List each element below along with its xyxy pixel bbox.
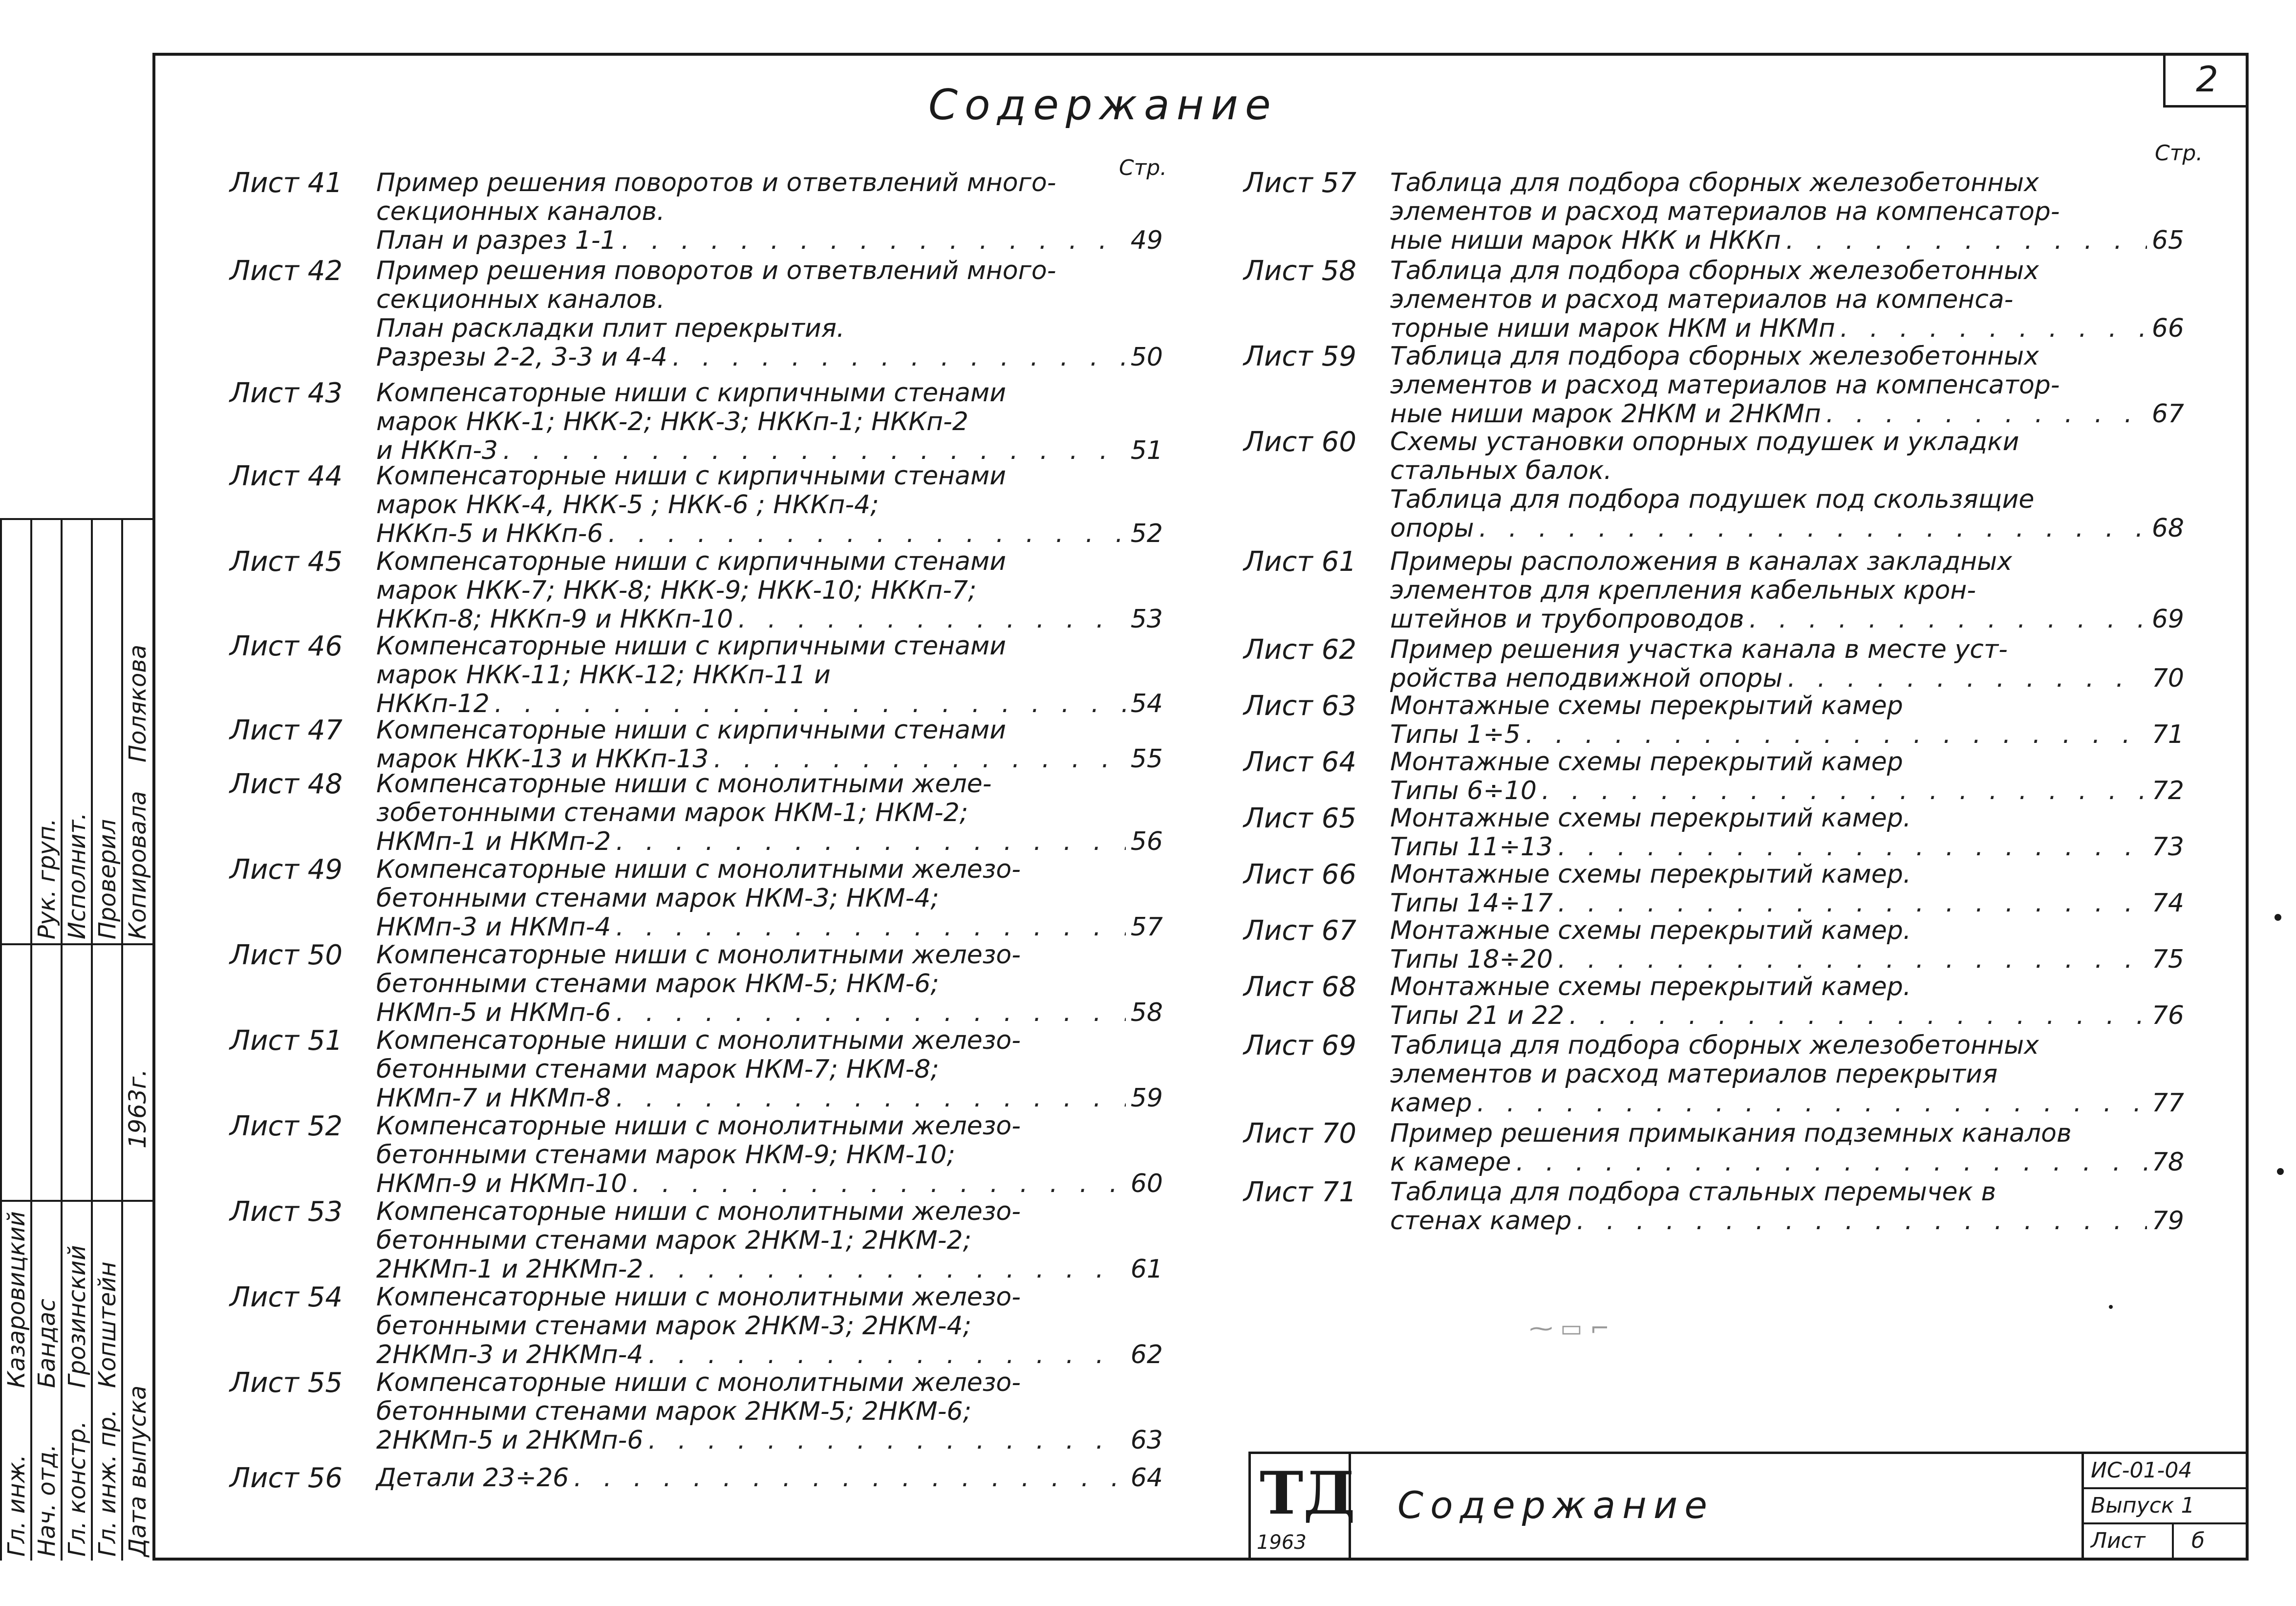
toc-entry-line: марок НКК-13 и НККп-13	[376, 744, 709, 774]
stamp-role-issue-date: Дата выпуска	[124, 1385, 151, 1557]
toc-entry-line: Компенсаторные ниши с монолитными железо-	[376, 855, 1021, 884]
toc-sheet-label: Лист 48	[230, 768, 343, 800]
toc-sheet-label: Лист 68	[1244, 971, 1356, 1003]
sheet-cell	[2084, 1524, 2249, 1561]
toc-entry-line: Монтажные схемы перекрытий камер	[1390, 692, 1903, 720]
toc-entry-line: марок НКК-1; НКК-2; НКК-3; НККп-1; НККп-2	[376, 408, 968, 436]
toc-entry-line: элементов и расход материалов перекрытия	[1390, 1060, 1998, 1089]
toc-page-number: 54	[1130, 689, 1163, 718]
sheet-label: Лист	[2091, 1528, 2146, 1553]
toc-entry-line: Монтажные схемы перекрытий камер.	[1390, 973, 1911, 1001]
toc-entry-line: ные ниши марок НКК и НККп	[1390, 226, 1781, 255]
toc-entry-line: Компенсаторные ниши с монолитными желе-	[376, 770, 992, 799]
toc-entry-line: Компенсаторные ниши с кирпичными стенами	[376, 716, 1007, 745]
toc-page-number: 49	[1130, 226, 1163, 255]
toc-entry-line: бетонными стенами марок НКМ-5; НКМ-6;	[376, 970, 939, 998]
stamp-role-chief-engineer: Гл. инж.	[3, 1454, 30, 1557]
stamp-role-project-engineer: Гл. инж. пр.	[94, 1409, 121, 1557]
toc-sheet-label: Лист 54	[230, 1281, 343, 1313]
toc-entry-line: элементов и расход материалов на компенса-	[1390, 285, 2014, 314]
toc-entry-line: секционных каналов.	[376, 285, 665, 314]
toc-entry-line: Таблица для подбора сборных железобетонных	[1390, 1031, 2039, 1060]
toc-sheet-label: Лист 41	[230, 167, 343, 199]
leader-dots	[611, 913, 1126, 942]
toc-page-number: 52	[1130, 519, 1163, 548]
toc-entry-line: элементов и расход материалов на компенсатор-	[1390, 371, 2060, 400]
leader-dots	[643, 1426, 1125, 1455]
toc-page-number: 72	[2151, 776, 2184, 805]
toc-entry-line: и НККп-3	[376, 436, 498, 465]
toc-entry-line: Компенсаторные ниши с кирпичными стенами	[376, 462, 1007, 491]
toc-entry-line: НКМп-9 и НКМп-10	[376, 1169, 627, 1198]
leader-dots	[1821, 400, 2147, 429]
leader-dots	[611, 998, 1126, 1027]
title-block	[1248, 1452, 2249, 1561]
leader-dots	[1564, 1001, 2146, 1030]
toc-page-number: 60	[1130, 1169, 1163, 1198]
toc-page-number: 59	[1130, 1084, 1163, 1113]
stamp-year: 1963г.	[124, 1069, 151, 1149]
series-code: ИС-01-04	[2084, 1454, 2249, 1489]
toc-entry-line: элементов и расход материалов на компенсатор-	[1390, 197, 2060, 226]
toc-entry-line: Компенсаторные ниши с монолитными железо-	[376, 941, 1021, 970]
toc-entry-line: Компенсаторные ниши с монолитными железо-	[376, 1368, 1021, 1397]
leader-dots	[617, 226, 1126, 255]
leader-dots	[1782, 664, 2146, 693]
leader-dots	[1744, 605, 2147, 634]
leader-dots	[1474, 514, 2147, 543]
leader-dots	[1553, 889, 2147, 918]
toc-page-number: 76	[2151, 1001, 2184, 1030]
toc-entry-line: Таблица для подбора стальных перемычек в	[1390, 1178, 1996, 1207]
toc-entry-line: Таблица для подбора сборных железобетонных	[1390, 342, 2039, 371]
leader-dots	[1553, 833, 2147, 862]
toc-page-number: 74	[2151, 889, 2184, 918]
leader-dots	[569, 1464, 1126, 1493]
toc-sheet-label: Лист 52	[230, 1110, 343, 1142]
toc-sheet-label: Лист 51	[230, 1025, 343, 1057]
toc-page-number: 73	[2151, 832, 2184, 862]
toc-sheet-label: Лист 61	[1244, 546, 1356, 578]
toc-page-number: 63	[1130, 1426, 1163, 1455]
toc-entry-line: ройства неподвижной опоры	[1390, 664, 1783, 693]
toc-entry-line: Компенсаторные ниши с кирпичными стенами	[376, 547, 1007, 576]
toc-page-number: 64	[1130, 1463, 1163, 1493]
toc-sheet-label: Лист 63	[1244, 690, 1356, 722]
faint-mark: ⁓ ▭ ⌐	[1529, 1315, 1610, 1342]
leader-dots	[643, 1255, 1125, 1284]
leader-dots	[1553, 945, 2147, 974]
toc-entry-line: Разрезы 2-2, 3-3 и 4-4	[376, 343, 667, 372]
sheet-number: б	[2191, 1528, 2205, 1553]
toc-entry-line: Компенсаторные ниши с монолитными железо-	[376, 1283, 1021, 1312]
toc-page-number: 50	[1130, 343, 1163, 372]
toc-sheet-label: Лист 47	[230, 715, 343, 746]
toc-entry-line: НКМп-1 и НКМп-2	[376, 827, 611, 856]
toc-entry-line: Пример решения поворотов и ответвлений много-	[376, 257, 1056, 285]
scan-speck	[2109, 1305, 2113, 1309]
stamp-role-chief-designer: Гл. констр.	[64, 1421, 91, 1557]
toc-sheet-label: Лист 53	[230, 1196, 343, 1228]
toc-sheet-label: Лист 46	[230, 630, 343, 662]
toc-entry-line: Компенсаторные ниши с монолитными железо-	[376, 1112, 1021, 1141]
toc-entry-line: Таблица для подбора сборных железобетонных	[1390, 257, 2039, 285]
toc-entry-line: бетонными стенами марок НКМ-7; НКМ-8;	[376, 1055, 939, 1084]
leader-dots	[627, 1170, 1125, 1198]
toc-entry-line: 2НКМп-1 и 2НКМп-2	[376, 1255, 644, 1284]
toc-entry-line: секционных каналов.	[376, 197, 665, 226]
toc-entry-line: марок НКК-7; НКК-8; НКК-9; НКК-10; НККп-7;	[376, 576, 977, 605]
toc-page-number: 55	[1130, 744, 1163, 774]
toc-entry-line: опоры	[1390, 514, 1474, 543]
toc-entry-line: НКМп-7 и НКМп-8	[376, 1084, 611, 1113]
toc-sheet-label: Лист 59	[1244, 341, 1356, 372]
toc-entry-line: НККп-5 и НККп-6	[376, 519, 603, 548]
toc-entry-line: Типы 21 и 22	[1390, 1001, 1565, 1030]
toc-page-number: 62	[1130, 1340, 1163, 1369]
toc-page-number: 56	[1130, 827, 1163, 856]
toc-sheet-label: Лист 45	[230, 546, 343, 578]
title-block-codes	[2081, 1454, 2249, 1561]
toc-entry-line: бетонными стенами марок 2НКМ-3; 2НКМ-4;	[376, 1312, 972, 1341]
leader-dots	[611, 1084, 1126, 1113]
toc-page-number: 79	[2151, 1206, 2184, 1236]
leader-dots	[733, 605, 1125, 634]
toc-page-number: 71	[2151, 720, 2184, 749]
toc-entry-line: НКМп-3 и НКМп-4	[376, 912, 611, 942]
toc-sheet-label: Лист 58	[1244, 255, 1356, 287]
toc-sheet-label: Лист 60	[1244, 426, 1356, 458]
toc-entry-line: Компенсаторные ниши с кирпичными стенами	[376, 379, 1007, 408]
toc-entry-line: План и разрез 1-1	[376, 226, 617, 255]
toc-entry-line: Таблица для подбора сборных железобетонных	[1390, 169, 2039, 197]
institute-logo	[1251, 1454, 1355, 1561]
toc-entry-line: ные ниши марок 2НКМ и 2НКМп	[1390, 399, 1821, 429]
toc-entry-line: Компенсаторные ниши с монолитными железо-	[376, 1026, 1021, 1055]
stamp-name-3: Грозинский	[64, 1245, 91, 1388]
toc-entry-line: к камере	[1390, 1148, 1511, 1177]
toc-entry-line: 2НКМп-3 и 2НКМп-4	[376, 1340, 644, 1369]
leader-dots	[1472, 1089, 2147, 1118]
page-col-label-right: Стр.	[2155, 141, 2203, 166]
toc-entry-line: бетонными стенами марок 2НКМ-1; 2НКМ-2;	[376, 1226, 972, 1255]
toc-sheet-label: Лист 49	[230, 854, 343, 886]
contents-title: Содержание	[928, 81, 1278, 130]
stamp-name-4: Копштейн	[94, 1261, 121, 1388]
leader-dots	[1521, 720, 2147, 749]
toc-entry-line: бетонными стенами марок 2НКМ-5; 2НКМ-6;	[376, 1397, 972, 1426]
toc-entry-line: НККп-12	[376, 689, 490, 718]
toc-entry-line: Детали 23÷26	[376, 1463, 569, 1493]
toc-page-number: 57	[1130, 912, 1163, 942]
leader-dots	[1572, 1207, 2147, 1236]
toc-entry-line: Монтажные схемы перекрытий камер.	[1390, 916, 1911, 945]
toc-page-number: 70	[2151, 664, 2184, 693]
toc-sheet-label: Лист 55	[230, 1367, 343, 1399]
toc-entry-line: элементов для крепления кабельных крон-	[1390, 576, 1976, 605]
toc-entry-line: бетонными стенами марок НКМ-9; НКМ-10;	[376, 1141, 956, 1170]
toc-sheet-label: Лист 70	[1244, 1118, 1356, 1150]
stamp-role-checker: Проверил	[94, 819, 121, 939]
toc-entry-line: Типы 6÷10	[1390, 776, 1537, 805]
toc-page-number: 53	[1130, 605, 1163, 634]
toc-entry-line: торные ниши марок НКМ и НКМп	[1390, 314, 1835, 343]
stamp-name-2: Бандас	[33, 1299, 61, 1388]
leader-dots	[603, 520, 1125, 548]
toc-page-number: 67	[2151, 399, 2184, 429]
toc-entry-line: марок НКК-11; НКК-12; НККп-11 и	[376, 661, 831, 690]
toc-right-column	[1244, 169, 2184, 1244]
toc-sheet-label: Лист 71	[1244, 1176, 1356, 1208]
toc-sheet-label: Лист 64	[1244, 746, 1356, 778]
toc-sheet-label: Лист 67	[1244, 915, 1356, 947]
toc-page-number: 58	[1130, 998, 1163, 1027]
leader-dots	[1781, 226, 2147, 255]
issue-number: Выпуск 1	[2084, 1489, 2249, 1524]
toc-entry-line: Монтажные схемы перекрытий камер.	[1390, 860, 1911, 889]
toc-entry-line: Компенсаторные ниши с кирпичными стенами	[376, 632, 1007, 661]
toc-entry-line: камер	[1390, 1088, 1472, 1118]
toc-sheet-label: Лист 44	[230, 460, 343, 492]
toc-entry-line: Примеры расположения в каналах закладных	[1390, 547, 2013, 576]
scan-speck	[2275, 914, 2281, 921]
toc-entry-line: План раскладки плит перекрытия.	[376, 314, 845, 343]
toc-page-number: 75	[2151, 945, 2184, 974]
toc-entry-line: зобетонными стенами марок НКМ-1; НКМ-2;	[376, 799, 968, 827]
stamp-role-copyist: Копировала	[124, 791, 151, 939]
toc-entry-line: НКМп-5 и НКМп-6	[376, 998, 611, 1027]
toc-entry-line: марок НКК-4, НКК-5 ; НКК-6 ; НККп-4;	[376, 491, 879, 520]
toc-sheet-label: Лист 43	[230, 377, 343, 409]
toc-entry-line: Схемы установки опорных подушек и укладки	[1390, 428, 2019, 456]
toc-entry-line: 2НКМп-5 и 2НКМп-6	[376, 1426, 644, 1455]
toc-entry-line: Пример решения поворотов и ответвлений много-	[376, 169, 1056, 197]
approval-stamp	[0, 518, 152, 1561]
leader-dots	[498, 436, 1126, 465]
leader-dots	[611, 827, 1126, 856]
toc-page-number: 61	[1130, 1255, 1163, 1284]
leader-dots	[643, 1341, 1125, 1369]
toc-sheet-label: Лист 69	[1244, 1030, 1356, 1062]
leader-dots	[1537, 777, 2147, 805]
toc-sheet-label: Лист 62	[1244, 634, 1356, 666]
toc-entry-line: НККп-8; НККп-9 и НККп-10	[376, 605, 733, 634]
toc-sheet-label: Лист 65	[1244, 803, 1356, 834]
toc-entry-line: Типы 11÷13	[1390, 832, 1553, 862]
leader-dots	[1835, 314, 2147, 343]
toc-sheet-label: Лист 56	[230, 1462, 343, 1494]
toc-page-number: 78	[2151, 1148, 2184, 1177]
stamp-name-1: Казаровицкий	[3, 1211, 30, 1388]
toc-entry-line: Монтажные схемы перекрытий камер	[1390, 748, 1903, 777]
toc-page-number: 66	[2151, 314, 2184, 343]
toc-entry-line: Пример решения участка канала в месте уст-	[1390, 635, 2008, 664]
stamp-role-group-lead: Рук. груп.	[33, 818, 61, 939]
logo-mark: ТД	[1260, 1459, 1355, 1528]
logo-year: 1963	[1257, 1531, 1307, 1554]
toc-page-number: 77	[2151, 1088, 2184, 1118]
toc-page-number: 68	[2151, 514, 2184, 543]
toc-sheet-label: Лист 42	[230, 255, 343, 287]
toc-entry-line: Типы 18÷20	[1390, 945, 1553, 974]
toc-page-number: 65	[2151, 226, 2184, 255]
toc-page-number: 51	[1130, 436, 1163, 465]
page-number: 2	[2163, 53, 2249, 108]
toc-entry-line: Типы 14÷17	[1390, 889, 1553, 918]
leader-dots	[490, 690, 1126, 718]
toc-entry-line: бетонными стенами марок НКМ-3; НКМ-4;	[376, 884, 939, 913]
toc-entry-line: штейнов и трубопроводов	[1390, 605, 1744, 634]
toc-entry-line: Типы 1÷5	[1390, 720, 1521, 749]
toc-page-number: 69	[2151, 605, 2184, 634]
toc-sheet-label: Лист 66	[1244, 859, 1356, 890]
toc-entry-line: Монтажные схемы перекрытий камер.	[1390, 804, 1911, 833]
stamp-role-head-of-dept: Нач. отд.	[33, 1444, 61, 1557]
page-col-label-left: Стр.	[1119, 155, 1167, 180]
toc-left-column	[230, 169, 1163, 1503]
leader-dots	[1511, 1148, 2146, 1177]
leader-dots	[667, 343, 1126, 372]
toc-sheet-label: Лист 50	[230, 939, 343, 971]
toc-entry-line: стенах камер	[1390, 1206, 1572, 1236]
toc-sheet-label: Лист 57	[1244, 167, 1356, 199]
scan-speck	[2277, 1168, 2284, 1175]
toc-entry-line: Пример решения примыкания подземных каналов	[1390, 1119, 2072, 1148]
toc-entry-line: Компенсаторные ниши с монолитными железо-	[376, 1197, 1021, 1226]
toc-entry-line: Таблица для подбора подушек под скользящие	[1390, 485, 2035, 514]
toc-entry-line: стальных балок.	[1390, 456, 1612, 485]
title-block-name: Содержание	[1397, 1483, 1714, 1527]
stamp-role-executor: Исполнит.	[64, 812, 91, 939]
stamp-name-upper: Полякова	[124, 644, 151, 762]
